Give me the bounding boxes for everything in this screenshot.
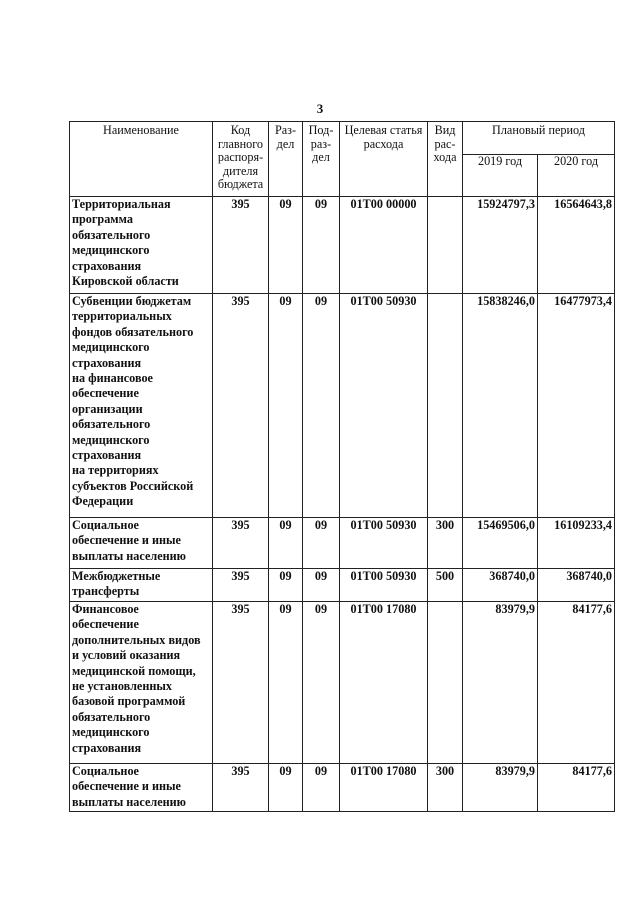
row-name: Субвенции бюджетам территориальных фондов обязательного медицинского страхования на финансовое обеспечение организации обязательного медицинского страхования на территориях субъектов Российской Федерации: [70, 294, 213, 518]
row-value-2020: 84177,6: [538, 602, 615, 764]
header-year-2020: 2020 год: [538, 155, 615, 197]
row-code: 395: [213, 518, 269, 569]
row-value-2019: 15469506,0: [463, 518, 538, 569]
table-body: [70, 197, 615, 812]
row-target: 01Т00 50930: [340, 569, 428, 602]
row-target: 01Т00 17080: [340, 764, 428, 812]
header-subsection: Под-раз-дел: [303, 122, 340, 197]
row-code: 395: [213, 569, 269, 602]
header-target: Целевая статья расхода: [340, 122, 428, 197]
row-section: 09: [269, 602, 303, 764]
row-value-2019: 15838246,0: [463, 294, 538, 518]
table-row: [70, 569, 615, 602]
row-section: 09: [269, 569, 303, 602]
row-value-2020: 16564643,8: [538, 197, 615, 294]
row-subsection: 09: [303, 764, 340, 812]
header-name: Наименование: [70, 122, 213, 197]
row-section: 09: [269, 197, 303, 294]
row-value-2020: 84177,6: [538, 764, 615, 812]
row-code: 395: [213, 294, 269, 518]
table-row: [70, 764, 615, 812]
header-code: Код главного распоря-дителя бюджетa: [213, 122, 269, 197]
budget-table: [69, 121, 615, 812]
table-row: [70, 518, 615, 569]
row-value-2019: 83979,9: [463, 764, 538, 812]
row-subsection: 09: [303, 602, 340, 764]
row-kind: [428, 294, 463, 518]
row-section: 09: [269, 764, 303, 812]
row-name: Социальное обеспечение и иные выплаты населению: [70, 518, 213, 569]
header-plan-period: Плановый период: [463, 122, 615, 155]
table-header: [70, 122, 615, 197]
row-kind: [428, 197, 463, 294]
row-kind: [428, 602, 463, 764]
header-kind: Вид рас-хода: [428, 122, 463, 197]
row-kind: 300: [428, 518, 463, 569]
row-section: 09: [269, 518, 303, 569]
table-row: [70, 602, 615, 764]
page-number: 3: [316, 101, 324, 116]
row-value-2020: 16109233,4: [538, 518, 615, 569]
row-code: 395: [213, 602, 269, 764]
row-value-2019: 15924797,3: [463, 197, 538, 294]
row-target: 01Т00 50930: [340, 518, 428, 569]
row-value-2019: 368740,0: [463, 569, 538, 602]
row-target: 01Т00 00000: [340, 197, 428, 294]
row-value-2020: 16477973,4: [538, 294, 615, 518]
header-year-2019: 2019 год: [463, 155, 538, 197]
row-subsection: 09: [303, 518, 340, 569]
table-row: [70, 197, 615, 294]
row-value-2020: 368740,0: [538, 569, 615, 602]
row-subsection: 09: [303, 569, 340, 602]
row-value-2019: 83979,9: [463, 602, 538, 764]
row-name: Межбюджетные трансферты: [70, 569, 213, 602]
row-name: Финансовое обеспечение дополнительных видов и условий оказания медицинской помощи, не установленных базовой программой обязательного медицинского страхования: [70, 602, 213, 764]
row-code: 395: [213, 197, 269, 294]
header-section: Раз-дел: [269, 122, 303, 197]
row-kind: 300: [428, 764, 463, 812]
row-section: 09: [269, 294, 303, 518]
row-target: 01Т00 17080: [340, 602, 428, 764]
table-row: [70, 294, 615, 518]
row-name: Территориальная программа обязательного медицинского страхования Кировской области: [70, 197, 213, 294]
row-code: 395: [213, 764, 269, 812]
row-target: 01Т00 50930: [340, 294, 428, 518]
row-subsection: 09: [303, 197, 340, 294]
row-name: Социальное обеспечение и иные выплаты населению: [70, 764, 213, 812]
row-subsection: 09: [303, 294, 340, 518]
row-kind: 500: [428, 569, 463, 602]
